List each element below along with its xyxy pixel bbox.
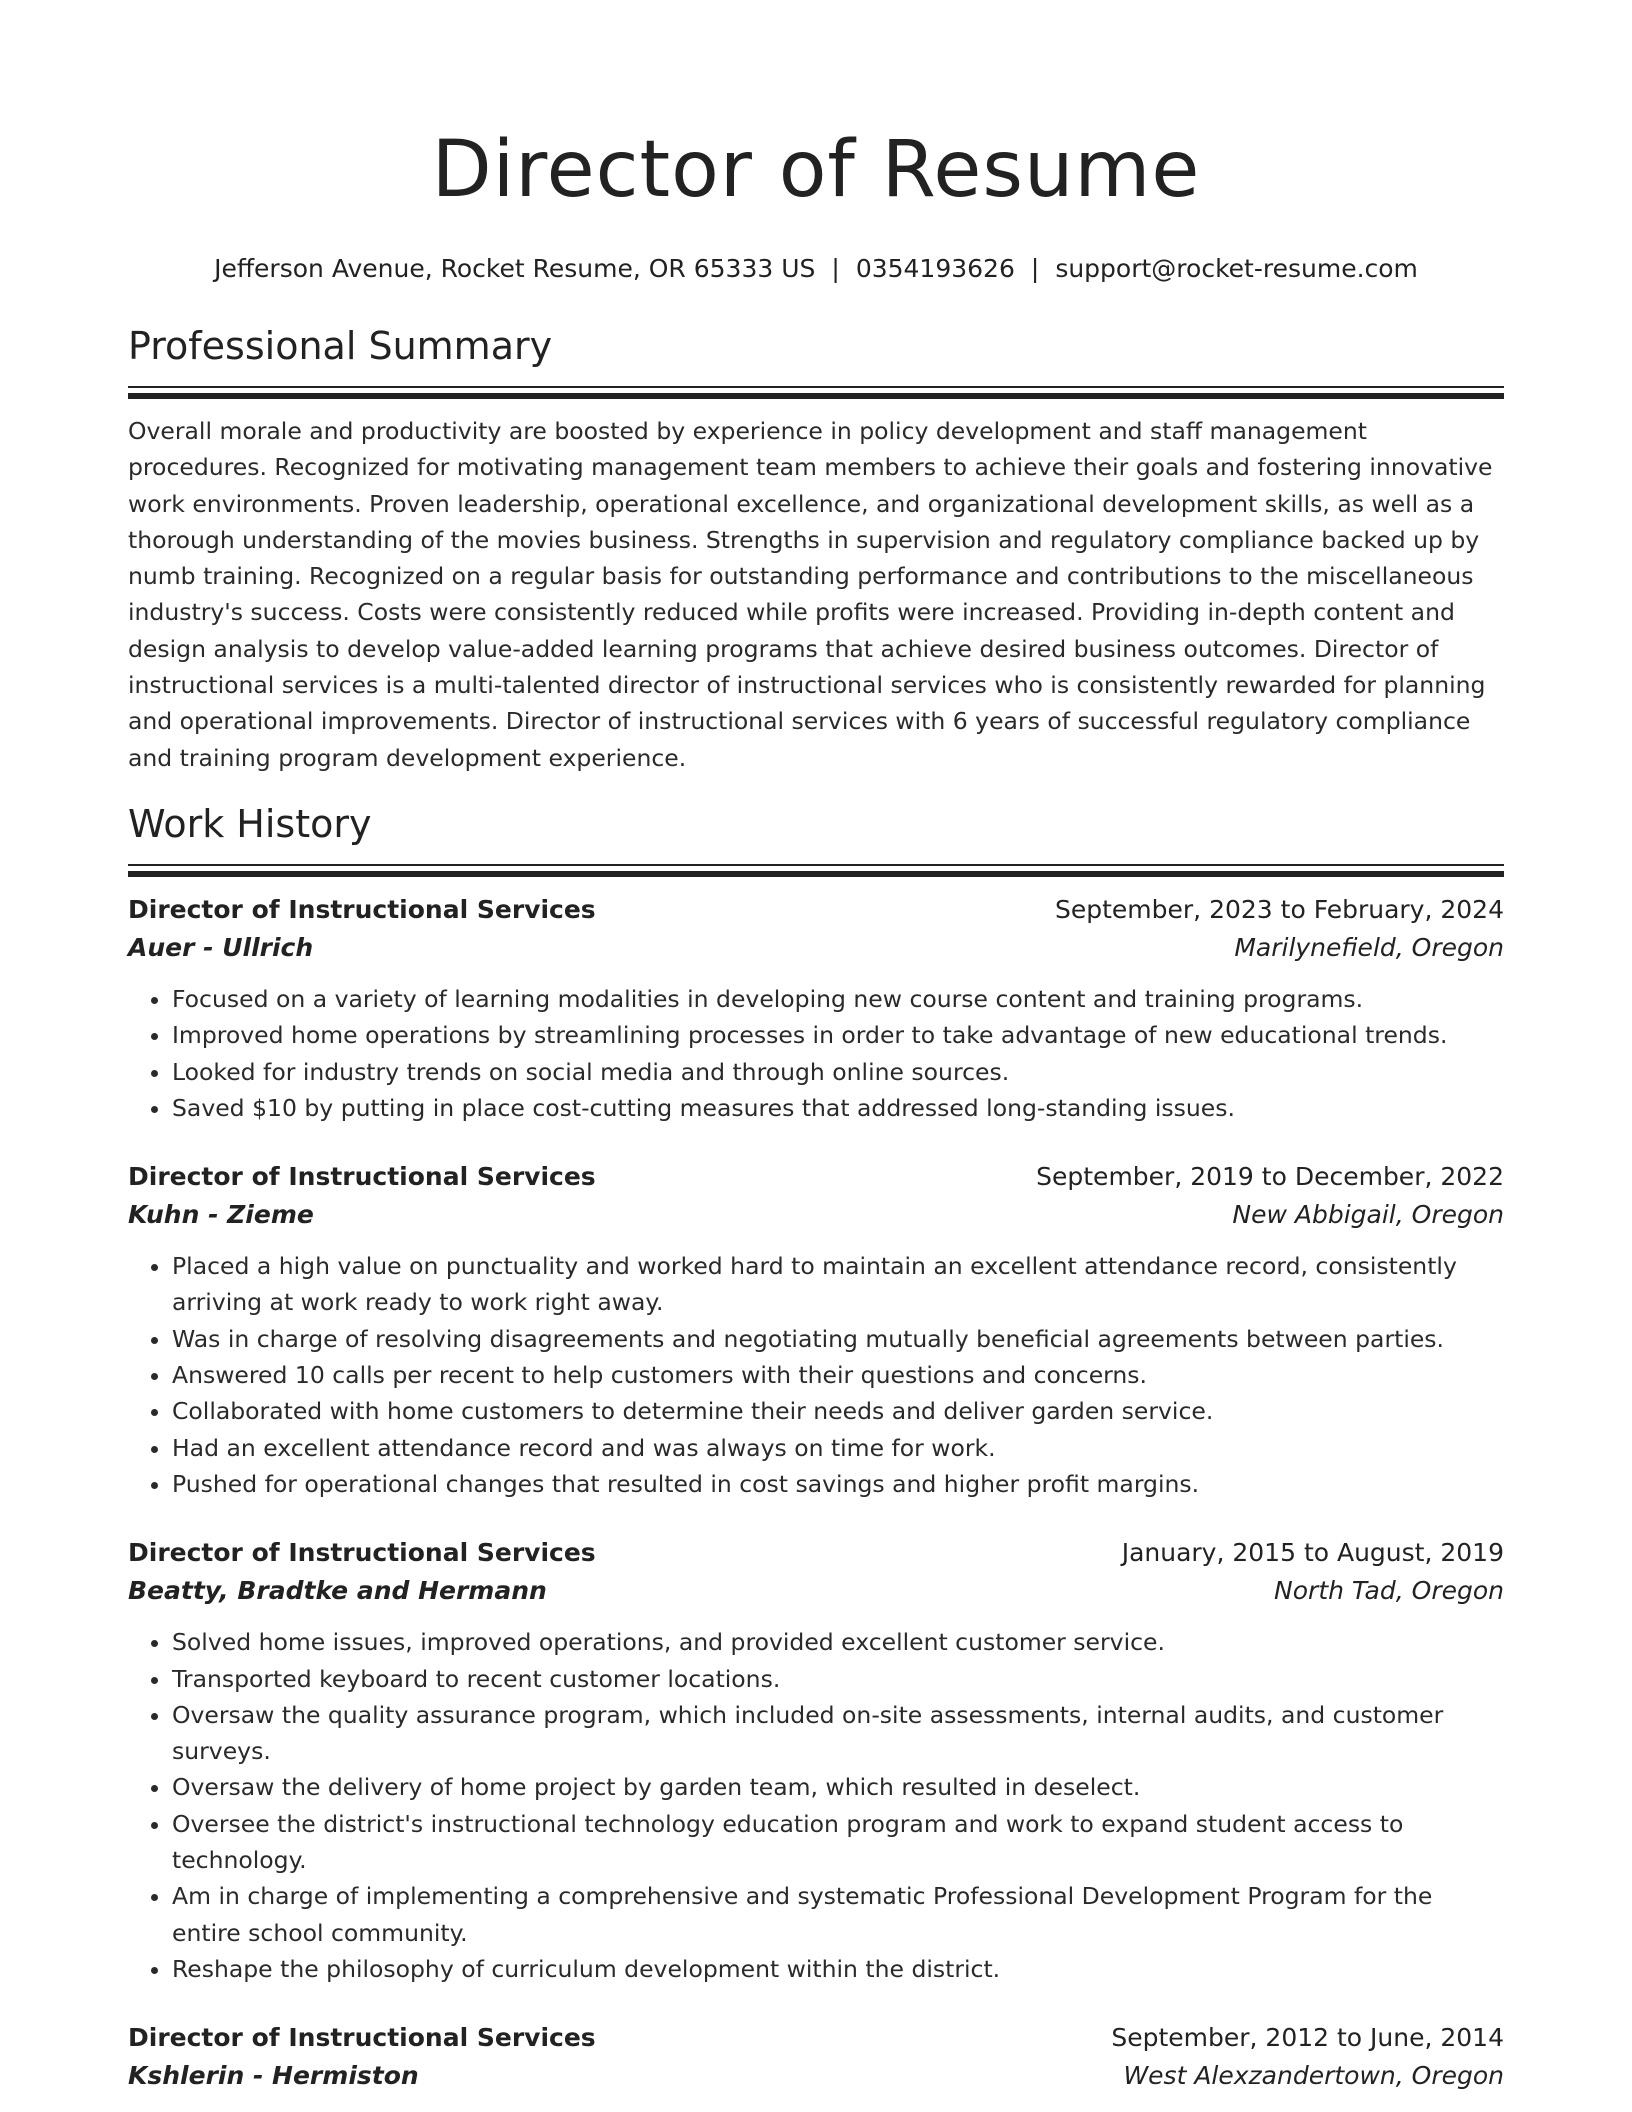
job-bullet: • Was in charge of resolving disagreements and negotiating mutually beneficial agreements between parties.: [172, 1321, 1504, 1357]
contact-line: [128, 252, 1504, 286]
job-title: Director of Instructional Services: [128, 2023, 596, 2053]
resume-name: Director of Resume: [431, 125, 1201, 215]
job-bullet: • Oversaw the quality assurance program, which included on-site assessments, internal audits, and customer surveys.: [172, 1697, 1504, 1770]
job-company: Kuhn - Zieme: [128, 1200, 314, 1230]
job-bullet: • Reshape the philosophy of curriculum development within the district.: [172, 1951, 1504, 1987]
job-company: Beatty, Bradtke and Hermann: [128, 1576, 547, 1606]
job-dates: September, 2012 to June, 2014: [1111, 2023, 1504, 2053]
job-location: North Tad, Oregon: [1274, 1576, 1504, 1606]
job-bullet: • Had an excellent attendance record and was always on time for work.: [172, 1430, 1504, 1466]
section-title-summary: Professional Summary: [128, 324, 553, 368]
job-bullet: • Oversee the district's instructional technology education program and work to expand student access to technology.: [172, 1806, 1504, 1879]
job-bullet: • Saved $10 by putting in place cost-cutting measures that addressed long-standing issues.: [172, 1090, 1504, 1126]
job-entry: [128, 1158, 1504, 1502]
job-subheader-row: [128, 1196, 1504, 1234]
job-location: West Alexzandertown, Oregon: [1123, 2061, 1504, 2091]
job-bullet: • Looked for industry trends on social media and through online sources.: [172, 1054, 1504, 1090]
work-history-list: [128, 891, 1504, 2095]
job-title: Director of Instructional Services: [128, 1538, 596, 1568]
contact-separator: |: [1030, 254, 1040, 283]
job-company: Kshlerin - Hermiston: [128, 2061, 419, 2091]
job-header-row: [128, 1534, 1504, 1572]
job-bullets: [128, 1624, 1504, 1987]
job-bullets: [128, 981, 1504, 1126]
job-bullet: • Pushed for operational changes that resulted in cost savings and higher profit margins.: [172, 1466, 1504, 1502]
job-company: Auer - Ullrich: [128, 932, 314, 962]
job-location: Marilynefield, Oregon: [1234, 932, 1504, 962]
section-divider: [128, 386, 1504, 399]
job-entry: [128, 891, 1504, 1126]
contact-phone: 0354193626: [855, 254, 1015, 283]
job-bullet: • Answered 10 calls per recent to help customers with their questions and concerns.: [172, 1357, 1504, 1393]
job-location: New Abbigail, Oregon: [1232, 1200, 1504, 1230]
contact-email[interactable]: support@rocket-resume.com: [1055, 254, 1418, 283]
job-bullet: • Collaborated with home customers to determine their needs and deliver garden service.: [172, 1393, 1504, 1429]
job-title: Director of Instructional Services: [128, 894, 596, 924]
job-dates: January, 2015 to August, 2019: [1121, 1538, 1504, 1568]
summary-text: Overall morale and productivity are boosted by experience in policy development and staff management procedures. Recognized for motivating management team members to achieve their goals and fostering innovative work environments. Proven leadership, operational excellence, and organizational development skills, as well as a thorough understanding of the movies business. Strengths in supervision and regulatory compliance backed up by numb training. Recognized on a regular basis for outstanding performance and contributions to the miscellaneous industry's success. Costs were consistently reduced while profits were increased. Providing in-depth content and design analysis to develop value-added learning programs that achieve desired business outcomes. Director of instructional services is a multi-talented director of instructional services who is consistently rewarded for planning and operational improvements. Director of instructional services with 6 years of successful regulatory compliance and training program development experience.: [128, 417, 1493, 772]
job-header-row: [128, 891, 1504, 929]
contact-separator: |: [831, 254, 840, 283]
job-bullet: • Solved home issues, improved operations, and provided excellent customer service.: [172, 1624, 1504, 1660]
job-bullet: • Am in charge of implementing a comprehensive and systematic Professional Development Program for the entire school community.: [172, 1878, 1504, 1951]
job-subheader-row: [128, 1572, 1504, 1610]
section-divider: [128, 864, 1504, 877]
job-bullet: • Improved home operations by streamlining processes in order to take advantage of new educational trends.: [172, 1017, 1504, 1053]
job-bullet: • Oversaw the delivery of home project by garden team, which resulted in deselect.: [172, 1769, 1504, 1805]
job-subheader-row: [128, 2057, 1504, 2095]
job-dates: September, 2023 to February, 2024: [1055, 894, 1504, 924]
job-subheader-row: [128, 929, 1504, 967]
job-entry: [128, 2019, 1504, 2095]
job-entry: [128, 1534, 1504, 1987]
job-bullets: [128, 1248, 1504, 1502]
job-dates: September, 2019 to December, 2022: [1036, 1162, 1504, 1192]
section-title-work-history: Work History: [128, 801, 372, 846]
job-header-row: [128, 2019, 1504, 2057]
contact-address: Jefferson Avenue, Rocket Resume, OR 65333 US: [214, 254, 816, 283]
job-bullet: • Focused on a variety of learning modalities in developing new course content and training programs.: [172, 981, 1504, 1017]
job-title: Director of Instructional Services: [128, 1162, 596, 1192]
job-bullet: • Transported keyboard to recent customer locations.: [172, 1661, 1504, 1697]
job-bullet: • Placed a high value on punctuality and worked hard to maintain an excellent attendance record, consistently arriving at work ready to work right away.: [172, 1248, 1504, 1321]
job-header-row: [128, 1158, 1504, 1196]
